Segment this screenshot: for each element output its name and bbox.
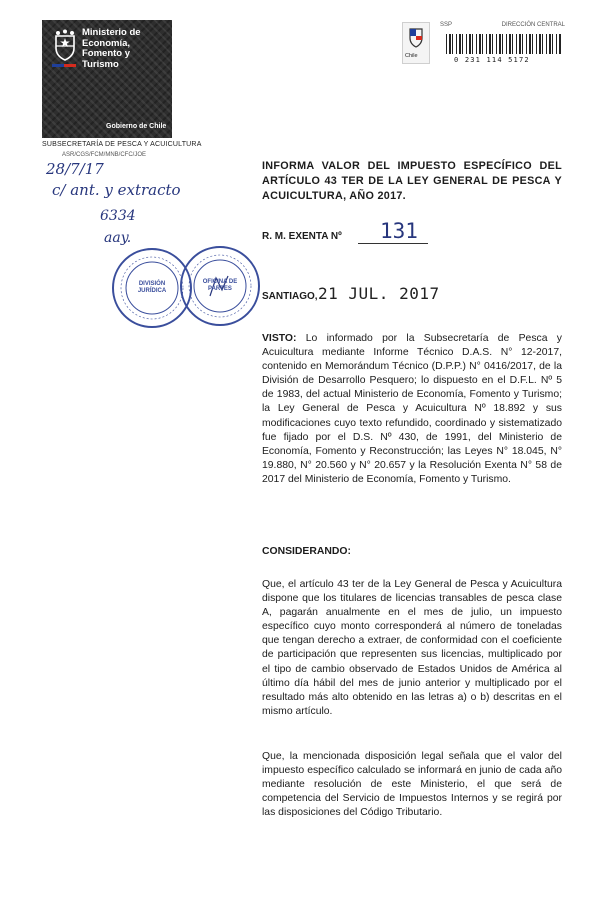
document-title: INFORMA VALOR DEL IMPUESTO ESPECÍFICO DEL ARTÍCULO 43 TER DE LA LEY GENERAL DE PESCA Y ACUICULTURA, AÑO 2017. [262,160,562,202]
considerando-heading: CONSIDERANDO: [262,546,351,557]
flag-blue-segment [52,64,64,67]
flag-red-segment [64,64,76,67]
small-logo [402,22,430,64]
exenta-underline [358,243,428,244]
subsecretaria-label: SUBSECRETARÍA DE PESCA Y ACUICULTURA [42,141,202,148]
reference-code: ASR/CGS/FCM/MNB/CFC/JOE [62,152,147,158]
ministry-name-line: Fomento y [82,48,131,59]
handwritten-note-number: 6334 [100,208,136,224]
chile-coat-of-arms-icon [52,28,78,62]
considerando-paragraph-1: Que, el artículo 43 ter de la Ley General de Pesca y Acuicultura dispone que los titulares de licencias transables de pesca clase A, pagarán anualmente en el mes de julio, un impuesto específico cuyo monto corresponderá al número de toneladas que tengan derecho a extraer, de conformidad con el coeficiente de participación que representen sus licencias, multiplicado por el tipo de cambio observado de Estados Unidos de América al último día hábil del mes de junio anterior y multiplicado por el resultado más alto obtenido en las letras a) o b) descritas en el mismo artículo. [262,579,562,717]
barcode-header [440,22,565,28]
barcode-top-left: SSP [440,22,453,28]
stamp-text: OFICINA DE PARTES [202,279,238,292]
stamp-text: DIVISIÓN JURÍDICA [137,281,167,294]
ministry-name [82,28,141,70]
handwritten-note-attachment: c/ ant. y extracto [52,181,181,199]
partes-stamp [180,246,260,326]
barcode-number: 0 231 114 5172 [454,56,530,64]
ministry-logo [42,20,172,138]
chile-coat-of-arms-small-icon [403,23,429,53]
exenta-label: R. M. EXENTA Nº [262,231,342,242]
government-label: Gobierno de Chile [106,123,167,130]
handwritten-note-date: 28/7/17 [46,160,104,178]
santiago-label: SANTIAGO, [262,291,318,302]
ministry-name-line: Economía, [82,37,131,49]
considerando-paragraph-2: Que, la mencionada disposición legal señala que el valor del impuesto específico calculado se informará en junio de cada año mediante resolución de este Ministerio, el que será de competencia del Servicio de Impuestos Internos y se regirá por las disposiciones del Código Tributario. [262,751,562,819]
visto-lead: VISTO: [262,333,297,344]
handwritten-note-initials: aay. [104,230,132,246]
santiago-date-stamp: 21 JUL. 2017 [318,284,440,303]
barcode-area [440,22,565,66]
small-logo-label: Chile [405,53,418,59]
ministry-name-line: Turismo [82,58,119,70]
visto-text: Lo informado por la Subsecretaría de Pesca y Acuicultura mediante Informe Técnico D.A.S. N° 12-2017, contenido en Memorándum Técnico (D.P.P.) N° 0416/2017, de la División de Desarrollo Pesquero; lo dispuesto en el D.F.L. Nº 5 de 1983, del actual Ministerio de Economía, Fomento y Turismo; la Ley General de Pesca y Acuicultura Nº 18.892 y sus modificaciones cuyo texto refundido, coordinado y sistematizado fue fijado por el D.S. Nº 430, de 1991, del Ministerio de Economía, Fomento y Reconstrucción; las Leyes N° 18.045, N° 19.880, N° 20.560 y N° 20.657 y la Resolución Exenta N° 58 de 2017 del Ministerio de Economía, Fomento y Turismo. [262,333,562,485]
ministry-name-line: Ministerio de [82,27,141,38]
barcode [446,34,561,54]
flag-strip [52,64,76,67]
visto-paragraph [262,332,562,487]
barcode-top-right: DIRECCIÓN CENTRAL [501,22,565,28]
exenta-number: 131 [380,219,418,243]
